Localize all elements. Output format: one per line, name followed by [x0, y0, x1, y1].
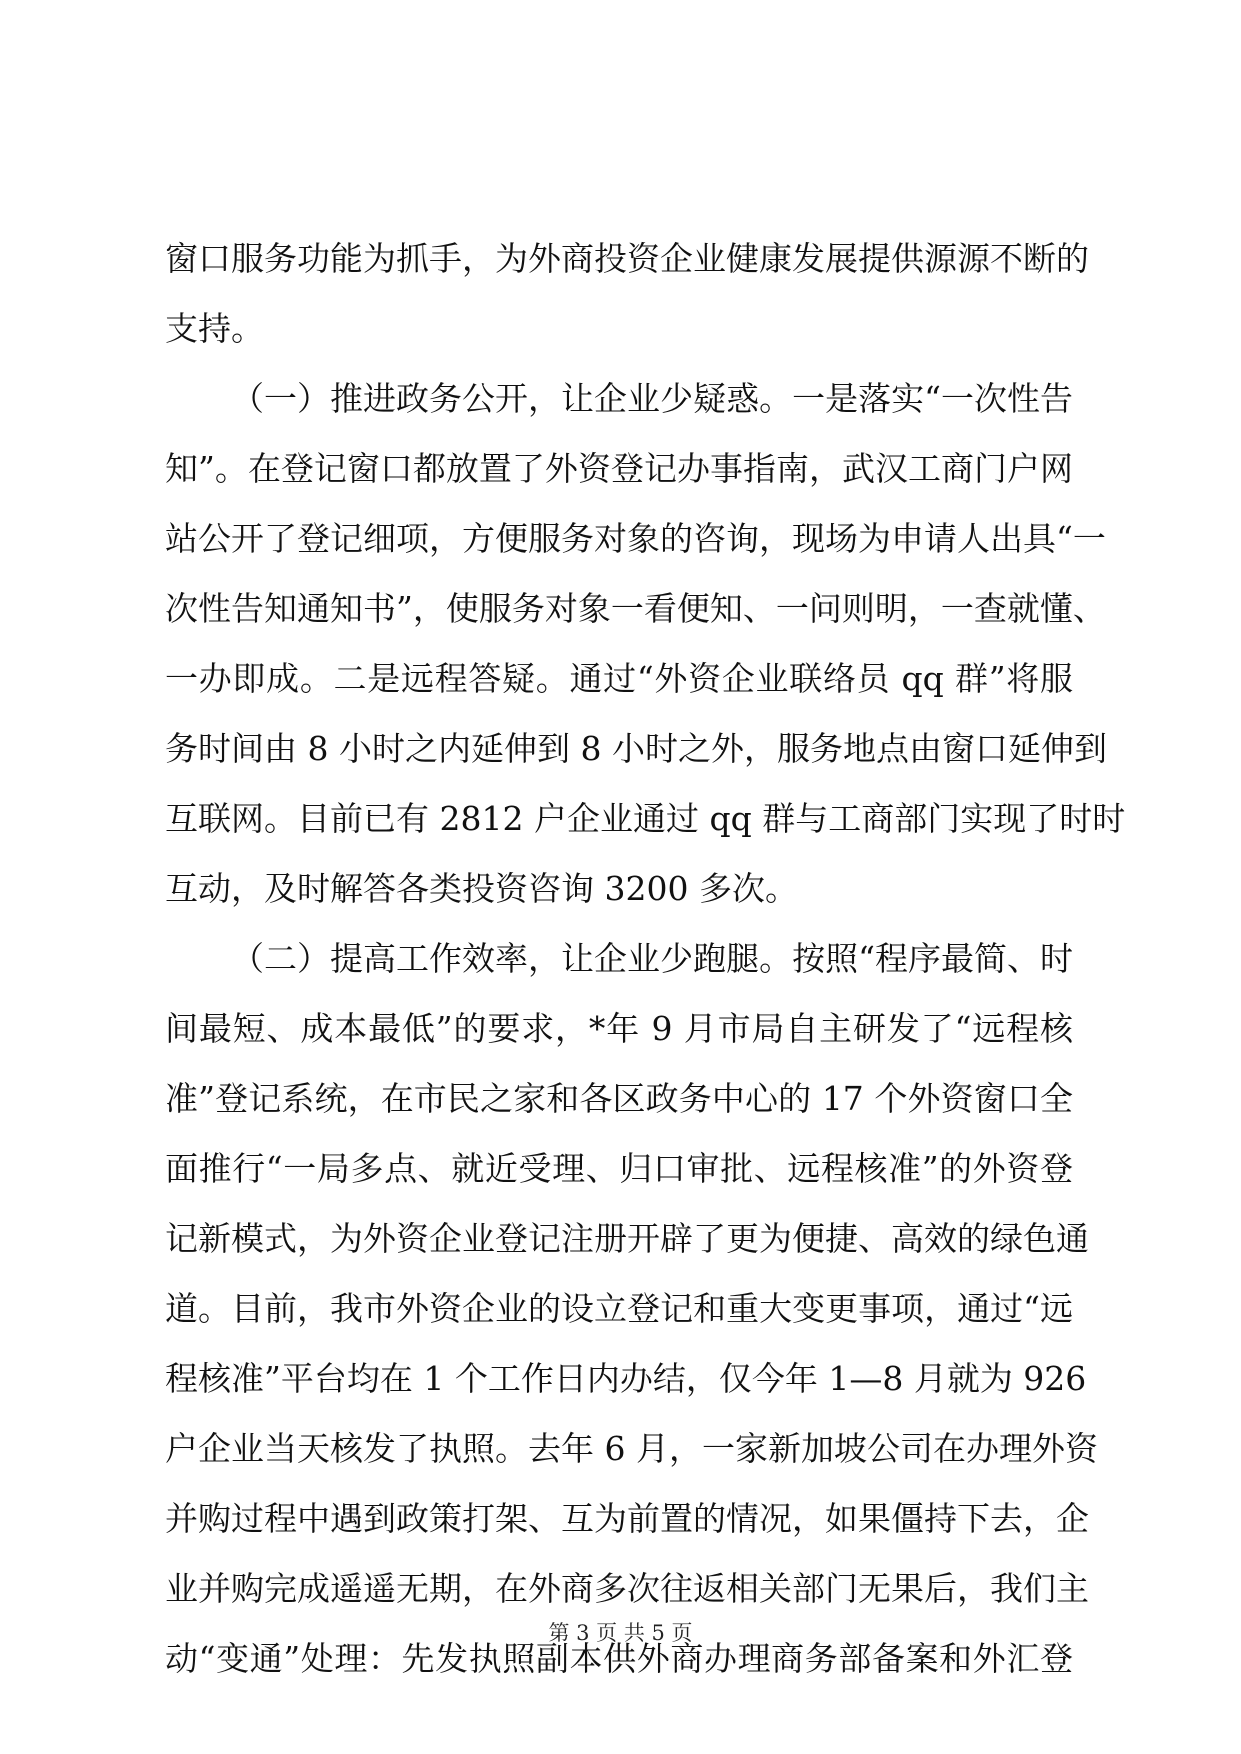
text-line: 程核准”平台均在 1 个工作日内办结，仅今年 1—8 月就为 926	[165, 1359, 1087, 1398]
text-line: 一办即成。二是远程答疑。通过“外资企业联络员 qq 群”将服	[165, 659, 1073, 698]
text-line: 记新模式，为外资企业登记注册开辟了更为便捷、高效的绿色通	[165, 1219, 1089, 1258]
text-line: 互动，及时解答各类投资咨询 3200 多次。	[165, 869, 798, 908]
text-line: 站公开了登记细项，方便服务对象的咨询，现场为申请人出具“一	[165, 519, 1106, 558]
text-line: 准”登记系统，在市民之家和各区政务中心的 17 个外资窗口全	[165, 1079, 1073, 1118]
text-line: 间最短、成本最低”的要求，*年 9 月市局自主研发了“远程核	[165, 1009, 1073, 1048]
text-line: 支持。	[165, 309, 264, 348]
page-number-footer: 第 3 页 共 5 页	[548, 1621, 693, 1645]
text-line: 窗口服务功能为抓手，为外商投资企业健康发展提供源源不断的	[165, 239, 1089, 278]
text-line: 次性告知通知书”，使服务对象一看便知、一问则明，一查就懂、	[165, 589, 1106, 628]
text-line: 互联网。目前已有 2812 户企业通过 qq 群与工商部门实现了时时	[165, 799, 1126, 838]
paragraph-heading-line: （一）推进政务公开，让企业少疑惑。一是落实“一次性告	[231, 379, 1073, 418]
text-line: 业并购完成遥遥无期，在外商多次往返相关部门无果后，我们主	[165, 1569, 1089, 1608]
text-line: 并购过程中遇到政策打架、互为前置的情况，如果僵持下去，企	[165, 1499, 1089, 1538]
text-line: 知”。在登记窗口都放置了外资登记办事指南，武汉工商门户网	[165, 449, 1073, 488]
text-line: 动“变通”处理：先发执照副本供外商办理商务部备案和外汇登	[165, 1639, 1073, 1678]
text-line: 面推行“一局多点、就近受理、归口审批、远程核准”的外资登	[165, 1149, 1073, 1188]
text-line: 道。目前，我市外资企业的设立登记和重大变更事项，通过“远	[165, 1289, 1073, 1328]
text-line: 务时间由 8 小时之内延伸到 8 小时之外，服务地点由窗口延伸到	[165, 729, 1107, 768]
text-line: 户企业当天核发了执照。去年 6 月，一家新加坡公司在办理外资	[165, 1429, 1098, 1468]
paragraph-heading-line: （二）提高工作效率，让企业少跑腿。按照“程序最简、时	[231, 939, 1073, 978]
